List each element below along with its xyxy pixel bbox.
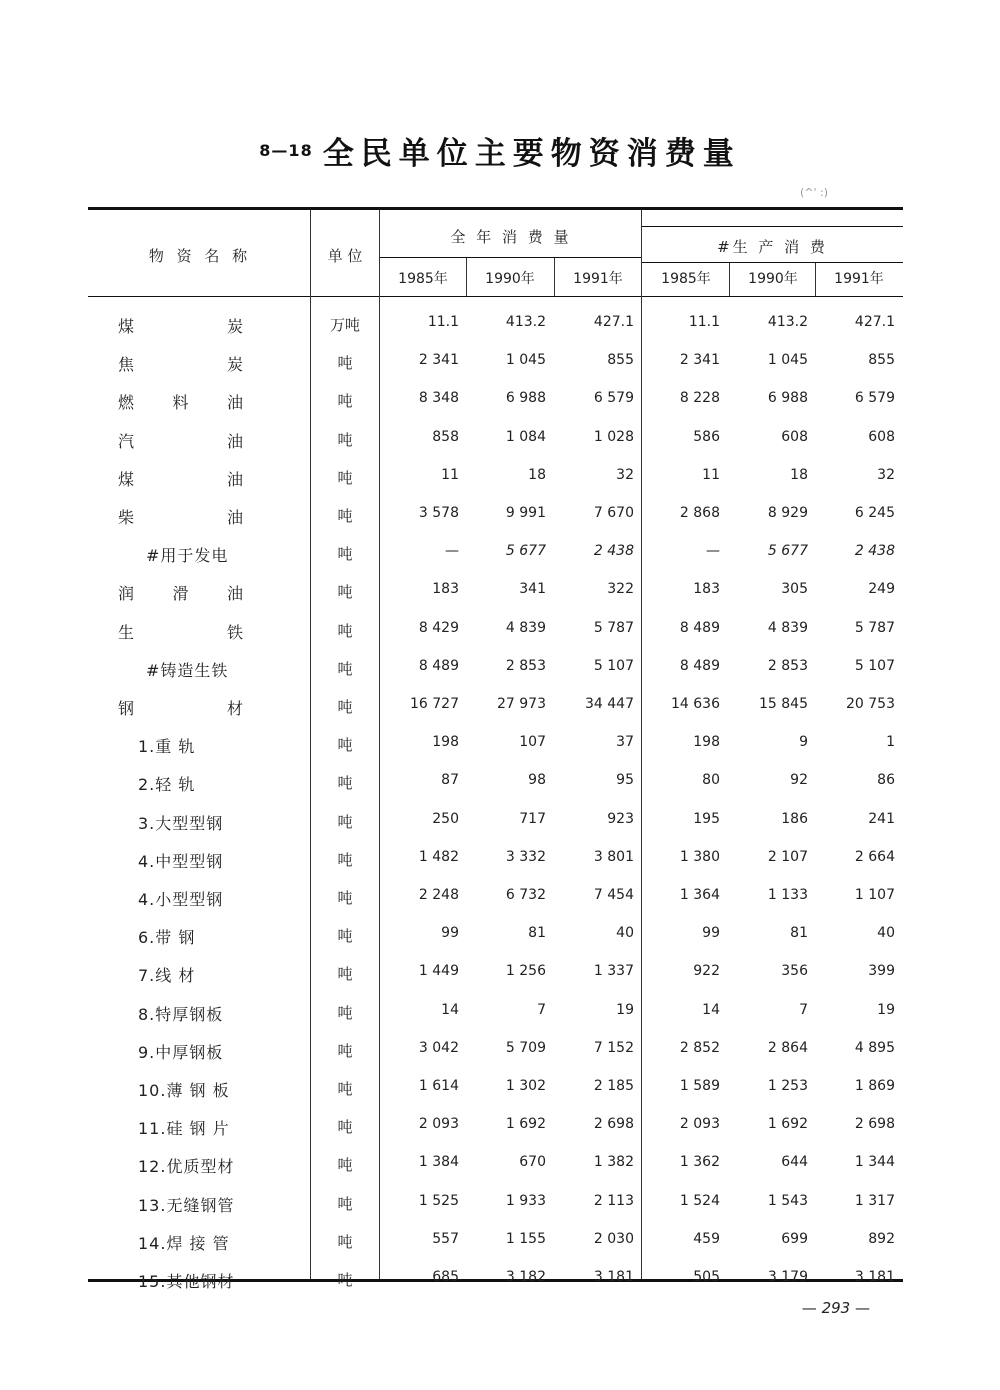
- unit-cell: 吨: [337, 851, 353, 869]
- value-cell: 1 028: [593, 429, 634, 445]
- value-cell: 670: [519, 1154, 546, 1170]
- value-cell: 9 991: [505, 505, 546, 521]
- unit-cell: 吨: [337, 1042, 353, 1060]
- value-cell: 2 664: [854, 849, 895, 865]
- value-cell: 2 030: [593, 1231, 634, 1247]
- value-cell: 3 181: [854, 1269, 895, 1285]
- value-cell: 1 302: [505, 1078, 546, 1094]
- material-name: 13.无缝钢管: [138, 1196, 235, 1215]
- production-group-top-rule: [642, 226, 903, 227]
- value-cell: 250: [432, 811, 459, 827]
- value-cell: 40: [877, 925, 895, 941]
- value-cell: 81: [790, 925, 808, 941]
- value-cell: 5 107: [593, 658, 634, 674]
- value-cell: 644: [781, 1154, 808, 1170]
- value-cell: 341: [519, 581, 546, 597]
- value-cell: 241: [868, 811, 895, 827]
- unit-cell: 吨: [337, 889, 353, 907]
- value-cell: 2 113: [593, 1193, 634, 1209]
- value-cell: 2 438: [854, 543, 895, 559]
- table-row: [0, 620, 1000, 644]
- value-cell: 2 107: [767, 849, 808, 865]
- unit-cell: 吨: [337, 469, 353, 487]
- value-cell: 2 853: [767, 658, 808, 674]
- header-unit: 单 位: [327, 247, 363, 265]
- value-cell: 322: [607, 581, 634, 597]
- table-row: [0, 658, 1000, 682]
- value-cell: 922: [693, 963, 720, 979]
- value-cell: 5 677: [767, 543, 808, 559]
- value-cell: 98: [528, 772, 546, 788]
- value-cell: 3 578: [418, 505, 459, 521]
- value-cell: 685: [432, 1269, 459, 1285]
- material-name: 煤 油: [118, 470, 244, 489]
- value-cell: 86: [877, 772, 895, 788]
- value-cell: 16 727: [410, 696, 459, 712]
- value-cell: 183: [432, 581, 459, 597]
- unit-cell: 吨: [337, 622, 353, 640]
- table-title: 全民单位主要物资消费量: [322, 136, 741, 172]
- value-cell: 892: [868, 1231, 895, 1247]
- header-total-consumption: 全 年 消 费 量: [450, 228, 572, 246]
- unit-cell: 吨: [337, 1271, 353, 1289]
- value-cell: 2 185: [593, 1078, 634, 1094]
- value-cell: 1 525: [418, 1193, 459, 1209]
- header-year: 1991年: [573, 271, 623, 287]
- value-cell: 80: [702, 772, 720, 788]
- value-cell: 855: [868, 352, 895, 368]
- unit-cell: 吨: [337, 392, 353, 410]
- table-row: [0, 849, 1000, 873]
- table-row: [0, 963, 1000, 987]
- value-cell: 1 524: [679, 1193, 720, 1209]
- value-cell: 2 248: [418, 887, 459, 903]
- unit-cell: 吨: [337, 1080, 353, 1098]
- value-cell: 19: [616, 1002, 634, 1018]
- value-cell: 2 341: [679, 352, 720, 368]
- value-cell: 1 344: [854, 1154, 895, 1170]
- value-cell: 855: [607, 352, 634, 368]
- corner-note: (^' :): [800, 186, 829, 199]
- unit-cell: 吨: [337, 660, 353, 678]
- table-row: [0, 1154, 1000, 1178]
- value-cell: 7: [537, 1002, 546, 1018]
- header-material: 物 资 名 称: [148, 247, 252, 265]
- value-cell: 1 045: [767, 352, 808, 368]
- material-name: 11.硅 钢 片: [138, 1119, 230, 1138]
- material-name: 12.优质型材: [138, 1157, 235, 1176]
- value-cell: 14: [702, 1002, 720, 1018]
- value-cell: 3 181: [593, 1269, 634, 1285]
- header-bottom-rule: [88, 296, 903, 297]
- page-title: [0, 128, 1000, 173]
- value-cell: 14: [441, 1002, 459, 1018]
- table-row: [0, 1269, 1000, 1293]
- value-cell: 11.1: [427, 314, 459, 330]
- table-row: [0, 1231, 1000, 1255]
- material-name: 4.中型型钢: [138, 852, 224, 871]
- material-name: 3.大型型钢: [138, 814, 224, 833]
- value-cell: 3 182: [505, 1269, 546, 1285]
- value-cell: 20 753: [846, 696, 895, 712]
- material-name: 14.焊 接 管: [138, 1234, 230, 1253]
- unit-cell: 吨: [337, 698, 353, 716]
- value-cell: 87: [441, 772, 459, 788]
- value-cell: 356: [781, 963, 808, 979]
- value-cell: 413.2: [767, 314, 808, 330]
- header-production-consumption: #生 产 消 费: [717, 238, 828, 256]
- value-cell: 557: [432, 1231, 459, 1247]
- value-cell: 5 677: [505, 543, 546, 559]
- unit-cell: 吨: [337, 736, 353, 754]
- value-cell: 8 489: [418, 658, 459, 674]
- table-row: [0, 1116, 1000, 1140]
- unit-cell: 万吨: [329, 316, 360, 334]
- value-cell: 183: [693, 581, 720, 597]
- value-cell: 6 988: [505, 390, 546, 406]
- value-cell: 32: [616, 467, 634, 483]
- value-cell: 5 709: [505, 1040, 546, 1056]
- value-cell: 37: [616, 734, 634, 750]
- value-cell: 4 839: [767, 620, 808, 636]
- material-name: 汽 油: [118, 432, 244, 451]
- value-cell: 1 614: [418, 1078, 459, 1094]
- value-cell: 1 364: [679, 887, 720, 903]
- material-name: 8.特厚钢板: [138, 1005, 224, 1024]
- table-row: [0, 887, 1000, 911]
- table-row: [0, 1193, 1000, 1217]
- value-cell: 6 579: [593, 390, 634, 406]
- value-cell: 198: [693, 734, 720, 750]
- value-cell: 3 332: [505, 849, 546, 865]
- unit-cell: 吨: [337, 1233, 353, 1251]
- unit-cell: 吨: [337, 1195, 353, 1213]
- value-cell: 586: [693, 429, 720, 445]
- value-cell: 4 839: [505, 620, 546, 636]
- table-row: [0, 772, 1000, 796]
- value-cell: 305: [781, 581, 808, 597]
- material-name: 焦 炭: [118, 355, 244, 374]
- unit-cell: 吨: [337, 1156, 353, 1174]
- value-cell: 1 543: [767, 1193, 808, 1209]
- material-name: 钢 材: [118, 699, 244, 718]
- production-group-rule: [642, 262, 903, 263]
- value-cell: 8 489: [679, 658, 720, 674]
- value-cell: 2 698: [854, 1116, 895, 1132]
- unit-cell: 吨: [337, 545, 353, 563]
- unit-cell: 吨: [337, 354, 353, 372]
- header-year: 1990年: [485, 271, 535, 287]
- table-row: [0, 1078, 1000, 1102]
- value-cell: 608: [781, 429, 808, 445]
- value-cell: 1 155: [505, 1231, 546, 1247]
- value-cell: 699: [781, 1231, 808, 1247]
- value-cell: 107: [519, 734, 546, 750]
- material-name: 2.轻 轨: [138, 775, 196, 794]
- value-cell: 5 787: [854, 620, 895, 636]
- value-cell: 1 133: [767, 887, 808, 903]
- value-cell: 6 988: [767, 390, 808, 406]
- value-cell: 1 482: [418, 849, 459, 865]
- unit-cell: 吨: [337, 507, 353, 525]
- value-cell: 1 107: [854, 887, 895, 903]
- value-cell: 413.2: [505, 314, 546, 330]
- total-group-rule: [380, 257, 642, 258]
- value-cell: 1: [886, 734, 895, 750]
- unit-cell: 吨: [337, 813, 353, 831]
- value-cell: 1 045: [505, 352, 546, 368]
- value-cell: —: [445, 543, 459, 559]
- value-cell: 2 853: [505, 658, 546, 674]
- material-name: 柴 油: [118, 508, 244, 527]
- unit-cell: 吨: [337, 431, 353, 449]
- value-cell: 18: [790, 467, 808, 483]
- value-cell: 5 107: [854, 658, 895, 674]
- value-cell: 27 973: [497, 696, 546, 712]
- value-cell: 8 348: [418, 390, 459, 406]
- material-name: 4.小型型钢: [138, 890, 224, 909]
- value-cell: 2 852: [679, 1040, 720, 1056]
- value-cell: 7 152: [593, 1040, 634, 1056]
- value-cell: 717: [519, 811, 546, 827]
- unit-cell: 吨: [337, 583, 353, 601]
- value-cell: 2 093: [418, 1116, 459, 1132]
- value-cell: 8 489: [679, 620, 720, 636]
- value-cell: 195: [693, 811, 720, 827]
- value-cell: 15 845: [759, 696, 808, 712]
- value-cell: 427.1: [854, 314, 895, 330]
- value-cell: 7: [799, 1002, 808, 1018]
- value-cell: 249: [868, 581, 895, 597]
- value-cell: 923: [607, 811, 634, 827]
- value-cell: 40: [616, 925, 634, 941]
- value-cell: 32: [877, 467, 895, 483]
- value-cell: 5 787: [593, 620, 634, 636]
- unit-cell: 吨: [337, 774, 353, 792]
- material-name: #用于发电: [146, 546, 229, 565]
- material-name: 燃 料 油: [118, 393, 244, 412]
- value-cell: 1 933: [505, 1193, 546, 1209]
- page-number: — 293 —: [801, 1299, 870, 1317]
- material-name: 15.其他钢材: [138, 1272, 235, 1291]
- material-name: 生 铁: [118, 623, 244, 642]
- material-name: #铸造生铁: [146, 661, 229, 680]
- header-year: 1990年: [748, 271, 798, 287]
- value-cell: —: [706, 543, 720, 559]
- header-year: 1985年: [661, 271, 711, 287]
- value-cell: 1 692: [767, 1116, 808, 1132]
- value-cell: 8 929: [767, 505, 808, 521]
- value-cell: 1 256: [505, 963, 546, 979]
- top-rule: [88, 207, 903, 210]
- value-cell: 19: [877, 1002, 895, 1018]
- value-cell: 99: [441, 925, 459, 941]
- table-row: [0, 1040, 1000, 1064]
- table-row: [0, 1002, 1000, 1026]
- material-name: 煤 炭: [118, 317, 244, 336]
- value-cell: 99: [702, 925, 720, 941]
- value-cell: 198: [432, 734, 459, 750]
- table-row: [0, 429, 1000, 453]
- value-cell: 8 429: [418, 620, 459, 636]
- value-cell: 14 636: [671, 696, 720, 712]
- value-cell: 1 380: [679, 849, 720, 865]
- value-cell: 1 253: [767, 1078, 808, 1094]
- value-cell: 7 454: [593, 887, 634, 903]
- value-cell: 11: [441, 467, 459, 483]
- value-cell: 1 589: [679, 1078, 720, 1094]
- value-cell: 608: [868, 429, 895, 445]
- value-cell: 7 670: [593, 505, 634, 521]
- value-cell: 459: [693, 1231, 720, 1247]
- material-name: 6.带 钢: [138, 928, 196, 947]
- value-cell: 1 317: [854, 1193, 895, 1209]
- table-row: [0, 505, 1000, 529]
- value-cell: 2 698: [593, 1116, 634, 1132]
- value-cell: 18: [528, 467, 546, 483]
- table-row: [0, 543, 1000, 567]
- header-year: 1985年: [398, 271, 448, 287]
- value-cell: 2 864: [767, 1040, 808, 1056]
- value-cell: 1 449: [418, 963, 459, 979]
- value-cell: 1 692: [505, 1116, 546, 1132]
- value-cell: 2 093: [679, 1116, 720, 1132]
- unit-cell: 吨: [337, 965, 353, 983]
- value-cell: 1 384: [418, 1154, 459, 1170]
- value-cell: 399: [868, 963, 895, 979]
- value-cell: 3 801: [593, 849, 634, 865]
- value-cell: 2 341: [418, 352, 459, 368]
- unit-cell: 吨: [337, 1004, 353, 1022]
- table-row: [0, 581, 1000, 605]
- table-number: 8—18: [259, 141, 313, 160]
- table-row: [0, 811, 1000, 835]
- value-cell: 858: [432, 429, 459, 445]
- value-cell: 3 179: [767, 1269, 808, 1285]
- value-cell: 34 447: [585, 696, 634, 712]
- table-row: [0, 696, 1000, 720]
- value-cell: 505: [693, 1269, 720, 1285]
- material-name: 10.薄 钢 板: [138, 1081, 230, 1100]
- value-cell: 92: [790, 772, 808, 788]
- value-cell: 1 382: [593, 1154, 634, 1170]
- value-cell: 4 895: [854, 1040, 895, 1056]
- table-row: [0, 925, 1000, 949]
- value-cell: 81: [528, 925, 546, 941]
- table-row: [0, 314, 1000, 338]
- value-cell: 3 042: [418, 1040, 459, 1056]
- value-cell: 1 337: [593, 963, 634, 979]
- value-cell: 1 084: [505, 429, 546, 445]
- unit-cell: 吨: [337, 1118, 353, 1136]
- header-year: 1991年: [834, 271, 884, 287]
- material-name: 7.线 材: [138, 966, 196, 985]
- value-cell: 11: [702, 467, 720, 483]
- value-cell: 11.1: [688, 314, 720, 330]
- value-cell: 2 868: [679, 505, 720, 521]
- table-row: [0, 352, 1000, 376]
- material-name: 润 滑 油: [118, 584, 244, 603]
- table-row: [0, 467, 1000, 491]
- value-cell: 9: [799, 734, 808, 750]
- value-cell: 6 732: [505, 887, 546, 903]
- value-cell: 8 228: [679, 390, 720, 406]
- value-cell: 427.1: [593, 314, 634, 330]
- table-row: [0, 390, 1000, 414]
- value-cell: 6 245: [854, 505, 895, 521]
- value-cell: 95: [616, 772, 634, 788]
- table-row: [0, 734, 1000, 758]
- value-cell: 2 438: [593, 543, 634, 559]
- value-cell: 186: [781, 811, 808, 827]
- value-cell: 1 362: [679, 1154, 720, 1170]
- material-name: 1.重 轨: [138, 737, 196, 756]
- value-cell: 6 579: [854, 390, 895, 406]
- unit-cell: 吨: [337, 927, 353, 945]
- value-cell: 1 869: [854, 1078, 895, 1094]
- page-number-value: 293: [821, 1299, 851, 1317]
- material-name: 9.中厚钢板: [138, 1043, 224, 1062]
